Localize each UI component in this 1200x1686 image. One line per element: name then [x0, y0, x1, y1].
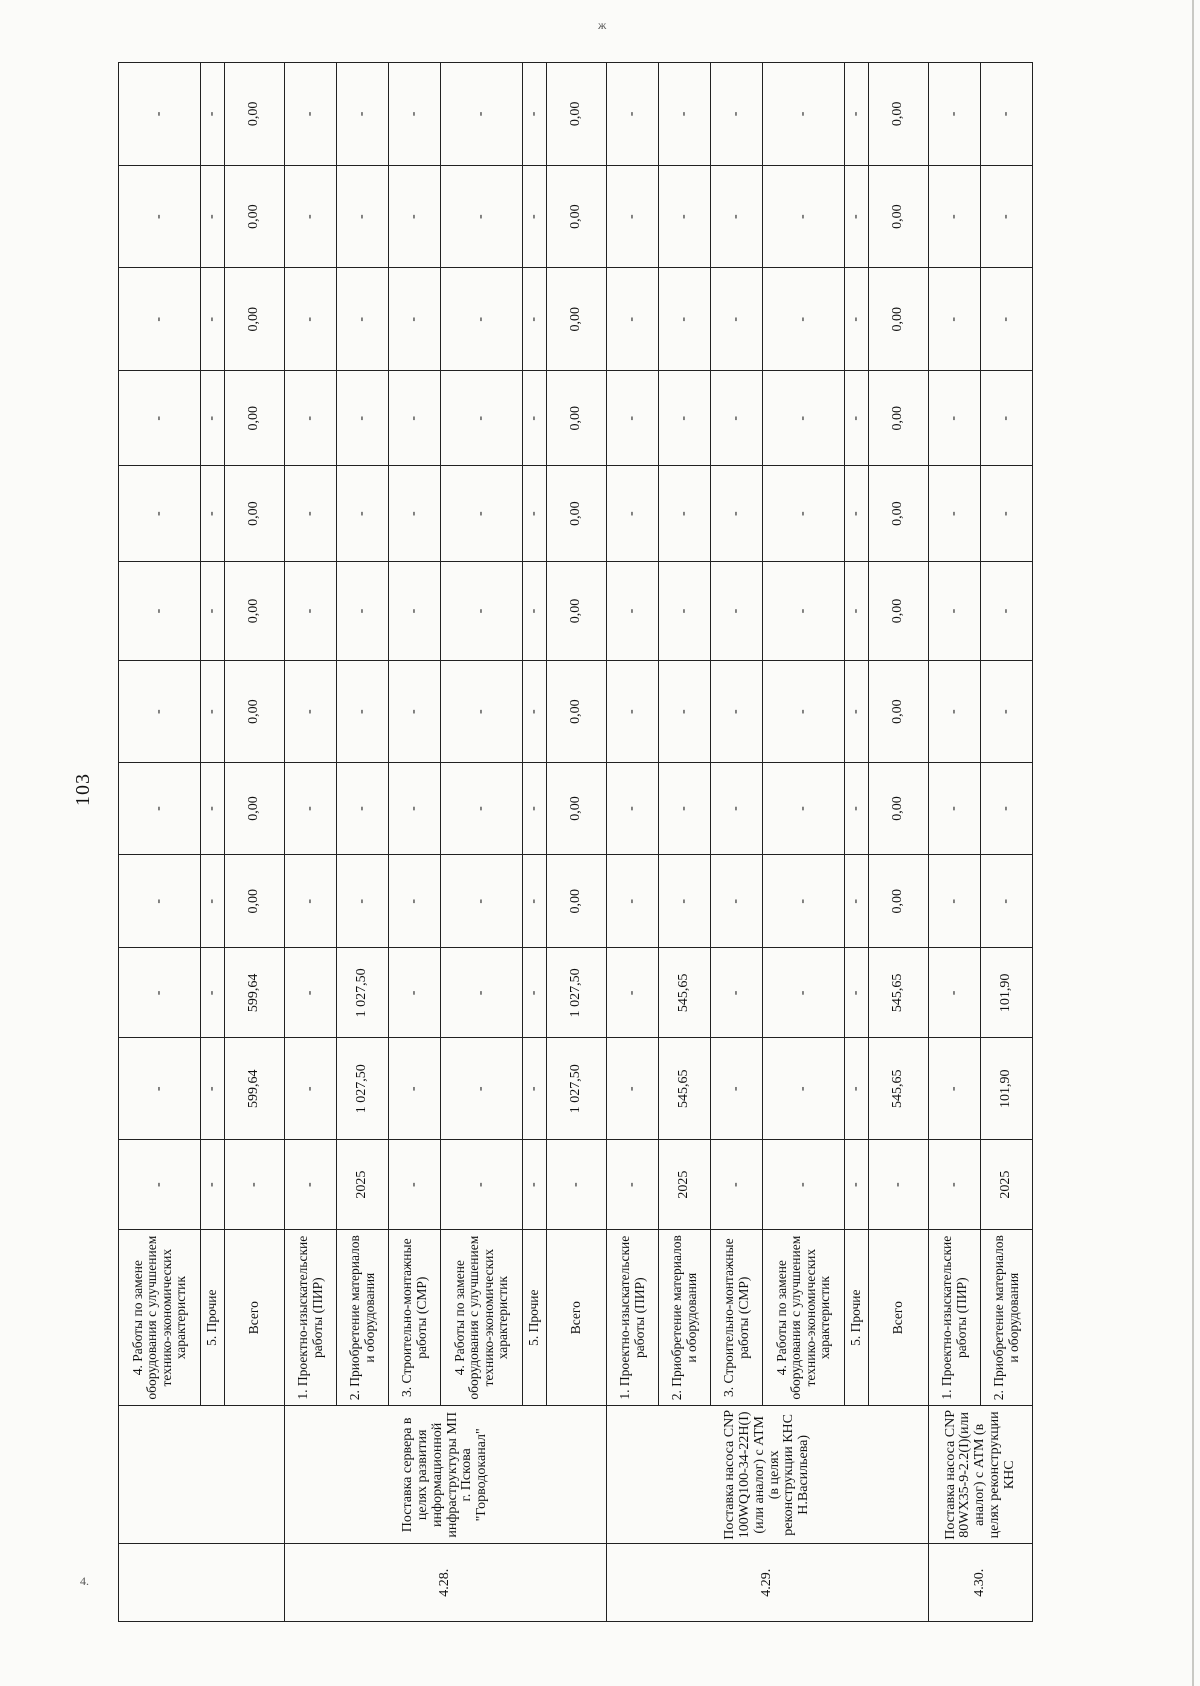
value-cell: - — [711, 1038, 763, 1140]
value-cell: - — [201, 63, 225, 166]
value-cell: - — [441, 1038, 523, 1140]
table-row — [285, 63, 337, 1622]
value-cell: - — [119, 1038, 201, 1140]
value-cell: - — [337, 63, 389, 166]
value-cell: - — [607, 466, 659, 561]
work-type-cell: 1. Проектно-изыскательские работы (ПИР) — [285, 1230, 337, 1406]
page-number: 103 — [72, 773, 94, 806]
item-name-cell — [119, 1406, 285, 1544]
item-name-cell: Поставка насоса CNP 100WQ100-34-22H(I)(или аналог) с АТМ (в целях реконструкции КНС Н.Васильева) — [607, 1406, 929, 1544]
value-cell: - — [523, 762, 547, 854]
value-cell: 0,00 — [547, 466, 607, 561]
value-cell: - — [929, 561, 981, 661]
value-cell: - — [711, 371, 763, 466]
value-cell: 101,90 — [981, 1038, 1033, 1140]
value-cell: - — [981, 855, 1033, 948]
year-cell: 2025 — [337, 1140, 389, 1230]
table-row — [763, 63, 845, 1622]
value-cell: - — [285, 661, 337, 763]
value-cell: 0,00 — [547, 165, 607, 268]
table-row — [981, 63, 1033, 1622]
value-cell: - — [711, 268, 763, 371]
year-cell: 2025 — [659, 1140, 711, 1230]
value-cell: - — [337, 762, 389, 854]
value-cell: - — [119, 466, 201, 561]
value-cell: 0,00 — [547, 762, 607, 854]
value-cell: - — [659, 561, 711, 661]
work-type-cell: 3. Строительно-монтажные работы (СМР) — [711, 1230, 763, 1406]
table-row — [547, 63, 607, 1622]
value-cell: 0,00 — [225, 855, 285, 948]
value-cell: - — [119, 165, 201, 268]
value-cell: - — [711, 762, 763, 854]
value-cell: - — [659, 371, 711, 466]
year-cell: - — [389, 1140, 441, 1230]
value-cell: 0,00 — [547, 371, 607, 466]
value-cell: - — [201, 855, 225, 948]
value-cell: - — [389, 855, 441, 948]
year-cell: - — [119, 1140, 201, 1230]
value-cell: 0,00 — [225, 371, 285, 466]
value-cell: - — [389, 268, 441, 371]
value-cell: - — [523, 661, 547, 763]
value-cell: - — [763, 268, 845, 371]
value-cell: - — [523, 561, 547, 661]
value-cell: - — [845, 165, 869, 268]
value-cell: - — [441, 268, 523, 371]
value-cell: - — [201, 1038, 225, 1140]
value-cell: - — [607, 1038, 659, 1140]
value-cell: - — [711, 855, 763, 948]
table-row — [225, 63, 285, 1622]
value-cell: - — [523, 466, 547, 561]
value-cell: - — [441, 661, 523, 763]
value-cell: - — [523, 165, 547, 268]
work-type-cell: 5. Прочие — [523, 1230, 547, 1406]
value-cell: - — [929, 855, 981, 948]
year-cell: - — [763, 1140, 845, 1230]
value-cell: - — [981, 466, 1033, 561]
year-cell: - — [225, 1140, 285, 1230]
value-cell: - — [119, 948, 201, 1038]
value-cell: - — [607, 855, 659, 948]
value-cell: - — [441, 63, 523, 166]
work-type-cell: Всего — [225, 1230, 285, 1406]
value-cell: - — [201, 165, 225, 268]
value-cell: - — [659, 855, 711, 948]
value-cell: - — [523, 948, 547, 1038]
value-cell: - — [607, 165, 659, 268]
value-cell: - — [659, 165, 711, 268]
value-cell: - — [711, 561, 763, 661]
value-cell: - — [285, 268, 337, 371]
value-cell: - — [981, 762, 1033, 854]
table-row — [659, 63, 711, 1622]
value-cell: - — [285, 63, 337, 166]
value-cell: - — [389, 561, 441, 661]
work-type-cell: 5. Прочие — [201, 1230, 225, 1406]
value-cell: - — [763, 466, 845, 561]
value-cell: - — [119, 855, 201, 948]
value-cell: - — [201, 948, 225, 1038]
value-cell: - — [119, 268, 201, 371]
value-cell: - — [763, 165, 845, 268]
value-cell: 1 027,50 — [337, 1038, 389, 1140]
value-cell: - — [389, 661, 441, 763]
year-cell: - — [441, 1140, 523, 1230]
value-cell: - — [337, 165, 389, 268]
item-number-cell: 4.29. — [607, 1544, 929, 1622]
value-cell: - — [119, 661, 201, 763]
value-cell: 0,00 — [869, 63, 929, 166]
value-cell: - — [929, 948, 981, 1038]
table-row — [845, 63, 869, 1622]
value-cell: - — [337, 466, 389, 561]
value-cell: - — [285, 165, 337, 268]
value-cell: - — [389, 165, 441, 268]
value-cell: - — [523, 63, 547, 166]
value-cell: 0,00 — [225, 268, 285, 371]
value-cell: - — [337, 371, 389, 466]
table-row — [869, 63, 929, 1622]
value-cell: - — [845, 371, 869, 466]
value-cell: - — [441, 948, 523, 1038]
table-row — [607, 63, 659, 1622]
value-cell: 0,00 — [869, 466, 929, 561]
work-type-cell: 2. Приобретение материалов и оборудования — [981, 1230, 1033, 1406]
value-cell: 545,65 — [869, 948, 929, 1038]
value-cell: 0,00 — [547, 661, 607, 763]
item-name-cell: Поставка сервера в целях развития информационной инфраструктуры МП г. Пскова "Горводоканал" — [285, 1406, 607, 1544]
value-cell: - — [659, 762, 711, 854]
value-cell: - — [441, 561, 523, 661]
value-cell: - — [845, 466, 869, 561]
value-cell: 1 027,50 — [547, 948, 607, 1038]
value-cell: - — [929, 1038, 981, 1140]
value-cell: - — [337, 855, 389, 948]
value-cell: - — [607, 561, 659, 661]
rotated-table-container — [118, 62, 1033, 1622]
value-cell: - — [763, 561, 845, 661]
work-type-cell: 4. Работы по замене оборудования с улучшением технико-экономических характеристик — [441, 1230, 523, 1406]
investment-program-table — [118, 62, 1033, 1622]
value-cell: - — [285, 855, 337, 948]
value-cell: - — [441, 165, 523, 268]
year-cell: - — [523, 1140, 547, 1230]
value-cell: - — [607, 661, 659, 763]
value-cell: 0,00 — [869, 268, 929, 371]
value-cell: - — [929, 371, 981, 466]
value-cell: 0,00 — [225, 63, 285, 166]
value-cell: - — [607, 268, 659, 371]
value-cell: - — [523, 268, 547, 371]
value-cell: - — [119, 63, 201, 166]
value-cell: - — [763, 661, 845, 763]
value-cell: 0,00 — [225, 466, 285, 561]
work-type-cell: 5. Прочие — [845, 1230, 869, 1406]
year-cell: - — [607, 1140, 659, 1230]
item-number-cell — [119, 1544, 285, 1622]
value-cell: - — [441, 855, 523, 948]
value-cell: - — [389, 762, 441, 854]
table-row — [389, 63, 441, 1622]
table-row — [929, 63, 981, 1622]
year-cell: - — [929, 1140, 981, 1230]
value-cell: - — [337, 268, 389, 371]
value-cell: - — [981, 661, 1033, 763]
value-cell: - — [119, 561, 201, 661]
value-cell: 0,00 — [225, 661, 285, 763]
value-cell: 0,00 — [547, 268, 607, 371]
work-type-cell: 3. Строительно-монтажные работы (СМР) — [389, 1230, 441, 1406]
table-body — [119, 63, 1033, 1622]
table-row — [119, 63, 201, 1622]
table-row — [523, 63, 547, 1622]
value-cell: 545,65 — [659, 1038, 711, 1140]
work-type-cell: Всего — [547, 1230, 607, 1406]
value-cell: - — [929, 466, 981, 561]
item-name-cell: Поставка насоса CNP 80WX35-9-2.2(I)(или аналог) с АТМ (в целях реконструкции КНС — [929, 1406, 1033, 1544]
value-cell: - — [845, 63, 869, 166]
value-cell: - — [659, 268, 711, 371]
value-cell: - — [389, 948, 441, 1038]
year-cell: 2025 — [981, 1140, 1033, 1230]
table-row — [441, 63, 523, 1622]
value-cell: - — [607, 762, 659, 854]
value-cell: - — [711, 63, 763, 166]
value-cell: - — [929, 268, 981, 371]
value-cell: 599,64 — [225, 1038, 285, 1140]
value-cell: 0,00 — [869, 762, 929, 854]
value-cell: 0,00 — [225, 165, 285, 268]
value-cell: - — [929, 661, 981, 763]
value-cell: - — [389, 1038, 441, 1140]
value-cell: - — [763, 948, 845, 1038]
value-cell: - — [441, 371, 523, 466]
value-cell: - — [119, 762, 201, 854]
work-type-cell: 2. Приобретение материалов и оборудования — [337, 1230, 389, 1406]
table-row — [201, 63, 225, 1622]
table-row — [711, 63, 763, 1622]
value-cell: - — [607, 371, 659, 466]
work-type-cell: Всего — [869, 1230, 929, 1406]
work-type-cell: 4. Работы по замене оборудования с улучшением технико-экономических характеристик — [119, 1230, 201, 1406]
value-cell: 0,00 — [225, 561, 285, 661]
value-cell: - — [441, 762, 523, 854]
item-number-cell: 4.30. — [929, 1544, 1033, 1622]
value-cell: - — [929, 63, 981, 166]
value-cell: 0,00 — [869, 855, 929, 948]
value-cell: - — [119, 371, 201, 466]
value-cell: 0,00 — [225, 762, 285, 854]
item-number-cell: 4.28. — [285, 1544, 607, 1622]
value-cell: - — [659, 661, 711, 763]
work-type-cell: 4. Работы по замене оборудования с улучшением технико-экономических характеристик — [763, 1230, 845, 1406]
value-cell: - — [659, 466, 711, 561]
value-cell: - — [711, 948, 763, 1038]
value-cell: - — [523, 855, 547, 948]
value-cell: 101,90 — [981, 948, 1033, 1038]
value-cell: - — [389, 63, 441, 166]
value-cell: - — [845, 855, 869, 948]
value-cell: 1 027,50 — [547, 1038, 607, 1140]
work-type-cell: 1. Проектно-изыскательские работы (ПИР) — [607, 1230, 659, 1406]
year-cell: - — [869, 1140, 929, 1230]
value-cell: - — [285, 466, 337, 561]
value-cell: - — [659, 63, 711, 166]
year-cell: - — [711, 1140, 763, 1230]
value-cell: - — [763, 371, 845, 466]
value-cell: - — [845, 948, 869, 1038]
value-cell: - — [711, 165, 763, 268]
value-cell: - — [201, 561, 225, 661]
work-type-cell: 2. Приобретение материалов и оборудования — [659, 1230, 711, 1406]
value-cell: - — [523, 1038, 547, 1140]
work-type-cell: 1. Проектно-изыскательские работы (ПИР) — [929, 1230, 981, 1406]
value-cell: 1 027,50 — [337, 948, 389, 1038]
year-cell: - — [845, 1140, 869, 1230]
year-cell: - — [285, 1140, 337, 1230]
value-cell: - — [607, 63, 659, 166]
scan-mark-bottom: 4. — [80, 1574, 89, 1588]
value-cell: - — [337, 561, 389, 661]
value-cell: - — [845, 762, 869, 854]
value-cell: 545,65 — [869, 1038, 929, 1140]
value-cell: 545,65 — [659, 948, 711, 1038]
value-cell: 0,00 — [547, 855, 607, 948]
value-cell: - — [285, 762, 337, 854]
value-cell: - — [389, 466, 441, 561]
value-cell: - — [285, 1038, 337, 1140]
value-cell: - — [389, 371, 441, 466]
table-row — [337, 63, 389, 1622]
value-cell: - — [523, 371, 547, 466]
value-cell: - — [201, 371, 225, 466]
value-cell: - — [981, 165, 1033, 268]
value-cell: - — [201, 466, 225, 561]
value-cell: - — [763, 63, 845, 166]
value-cell: - — [285, 561, 337, 661]
value-cell: - — [981, 63, 1033, 166]
value-cell: - — [981, 268, 1033, 371]
value-cell: - — [285, 371, 337, 466]
value-cell: - — [711, 466, 763, 561]
value-cell: - — [201, 762, 225, 854]
value-cell: - — [607, 948, 659, 1038]
value-cell: - — [845, 1038, 869, 1140]
value-cell: - — [981, 561, 1033, 661]
value-cell: - — [763, 1038, 845, 1140]
year-cell: - — [547, 1140, 607, 1230]
value-cell: - — [285, 948, 337, 1038]
value-cell: 0,00 — [869, 371, 929, 466]
value-cell: 0,00 — [547, 63, 607, 166]
value-cell: - — [337, 661, 389, 763]
value-cell: - — [763, 855, 845, 948]
value-cell: - — [201, 268, 225, 371]
value-cell: 0,00 — [869, 561, 929, 661]
value-cell: - — [845, 561, 869, 661]
value-cell: - — [201, 661, 225, 763]
value-cell: - — [929, 762, 981, 854]
value-cell: - — [845, 661, 869, 763]
year-cell: - — [201, 1140, 225, 1230]
value-cell: 0,00 — [869, 165, 929, 268]
value-cell: - — [929, 165, 981, 268]
value-cell: - — [981, 371, 1033, 466]
value-cell: - — [763, 762, 845, 854]
value-cell: 0,00 — [547, 561, 607, 661]
page-edge — [1192, 0, 1194, 1686]
value-cell: - — [845, 268, 869, 371]
value-cell: 599,64 — [225, 948, 285, 1038]
scan-mark-top: ж — [598, 18, 607, 32]
value-cell: - — [711, 661, 763, 763]
value-cell: - — [441, 466, 523, 561]
value-cell: 0,00 — [869, 661, 929, 763]
